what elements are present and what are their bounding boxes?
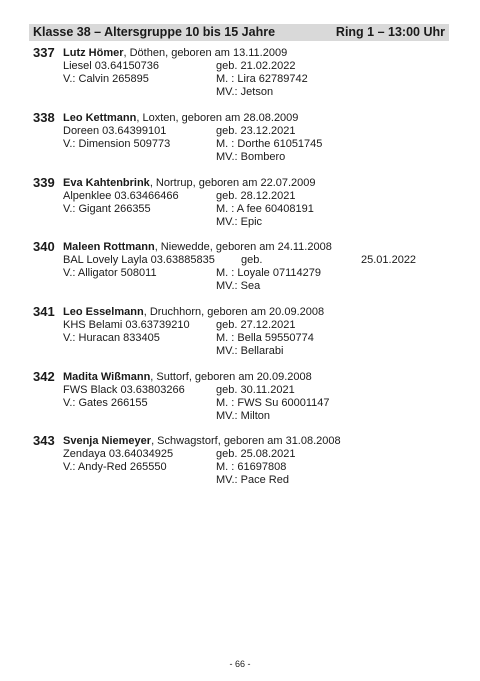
- dam-sire: MV.: Pace Red: [216, 474, 289, 486]
- sire: V.: Andy-Red 265550: [63, 461, 167, 473]
- rider-info: , Döthen, geboren am 13.11.2009: [123, 47, 288, 59]
- dam: M. : Bella 59550774: [216, 332, 314, 344]
- dam-sire: MV.: Bellarabi: [216, 345, 284, 357]
- entry-number: 342: [33, 369, 55, 384]
- birth-date: geb. 28.12.2021: [216, 190, 296, 202]
- entry-rider: [63, 241, 332, 254]
- entry-rider: [63, 177, 316, 190]
- entry-rider: [63, 47, 287, 60]
- dam: M. : Lira 62789742: [216, 73, 308, 85]
- pony-name: Alpenklee 03.63466466: [63, 190, 179, 202]
- rider-info: , Nortrup, geboren am 22.07.2009: [149, 177, 316, 189]
- rider-name: Eva Kahtenbrink: [63, 177, 150, 189]
- sire: V.: Dimension 509773: [63, 138, 171, 150]
- pony-name: FWS Black 03.63803266: [63, 384, 185, 396]
- entry-rider: [63, 306, 324, 319]
- entry-number: 337: [33, 45, 55, 60]
- sire: V.: Gates 266155: [63, 397, 148, 409]
- page-number: - 66 -: [229, 659, 251, 669]
- sire: V.: Calvin 265895: [63, 73, 149, 85]
- dam: M. : Dorthe 61051745: [216, 138, 323, 150]
- dam-sire: MV.: Jetson: [216, 86, 274, 98]
- birth-label: geb.: [241, 254, 263, 266]
- entry-rider: [63, 112, 298, 125]
- dam-sire: MV.: Epic: [216, 216, 263, 228]
- dam-sire: MV.: Sea: [216, 280, 261, 292]
- dam-sire: MV.: Bombero: [216, 151, 286, 163]
- dam: M. : 61697808: [216, 461, 287, 473]
- rider-info: , Niewedde, geboren am 24.11.2008: [154, 241, 332, 253]
- rider-name: Lutz Hömer: [63, 47, 124, 59]
- birth-date: 25.01.2022: [361, 254, 417, 266]
- entry-rider: [63, 371, 312, 384]
- birth-date: geb. 21.02.2022: [216, 60, 296, 72]
- ring-time: Ring 1 – 13:00 Uhr: [335, 25, 445, 39]
- rider-info: , Suttorf, geboren am 20.09.2008: [150, 371, 312, 383]
- rider-name: Madita Wißmann: [63, 371, 151, 383]
- entry-number: 343: [33, 433, 55, 448]
- pony-name: KHS Belami 03.63739210: [63, 319, 190, 331]
- rider-name: Maleen Rottmann: [63, 241, 155, 253]
- entry-number: 340: [33, 239, 55, 254]
- entry-number: 338: [33, 110, 55, 125]
- rider-name: Svenja Niemeyer: [63, 435, 152, 447]
- pony-name: Doreen 03.64399101: [63, 125, 167, 137]
- rider-name: Leo Esselmann: [63, 306, 144, 318]
- dam: M. : Loyale 07114279: [216, 267, 321, 279]
- sire: V.: Gigant 266355: [63, 203, 151, 215]
- birth-date: geb. 27.12.2021: [216, 319, 296, 331]
- entry-number: 339: [33, 175, 55, 190]
- class-title: Klasse 38 – Altersgruppe 10 bis 15 Jahre: [33, 25, 276, 39]
- rider-info: , Loxten, geboren am 28.08.2009: [136, 112, 299, 124]
- dam: M. : FWS Su 60001147: [216, 397, 330, 409]
- pony-name: Liesel 03.64150736: [63, 60, 160, 72]
- birth-date: geb. 23.12.2021: [216, 125, 296, 137]
- birth-date: geb. 30.11.2021: [216, 384, 295, 396]
- pony-name: Zendaya 03.64034925: [63, 448, 174, 460]
- dam: M. : A fee 60408191: [216, 203, 314, 215]
- dam-sire: MV.: Milton: [216, 410, 271, 422]
- entry-rider: [63, 435, 341, 448]
- birth-date: geb. 25.08.2021: [216, 448, 296, 460]
- sire: V.: Huracan 833405: [63, 332, 160, 344]
- class-header: [29, 24, 449, 41]
- rider-info: , Schwagstorf, geboren am 31.08.2008: [151, 435, 341, 447]
- rider-info: , Druchhorn, geboren am 20.09.2008: [143, 306, 325, 318]
- entry-number: 341: [33, 304, 55, 319]
- pony-name: BAL Lovely Layla 03.63885835: [63, 254, 215, 266]
- rider-name: Leo Kettmann: [63, 112, 137, 124]
- sire: V.: Alligator 508011: [63, 267, 157, 279]
